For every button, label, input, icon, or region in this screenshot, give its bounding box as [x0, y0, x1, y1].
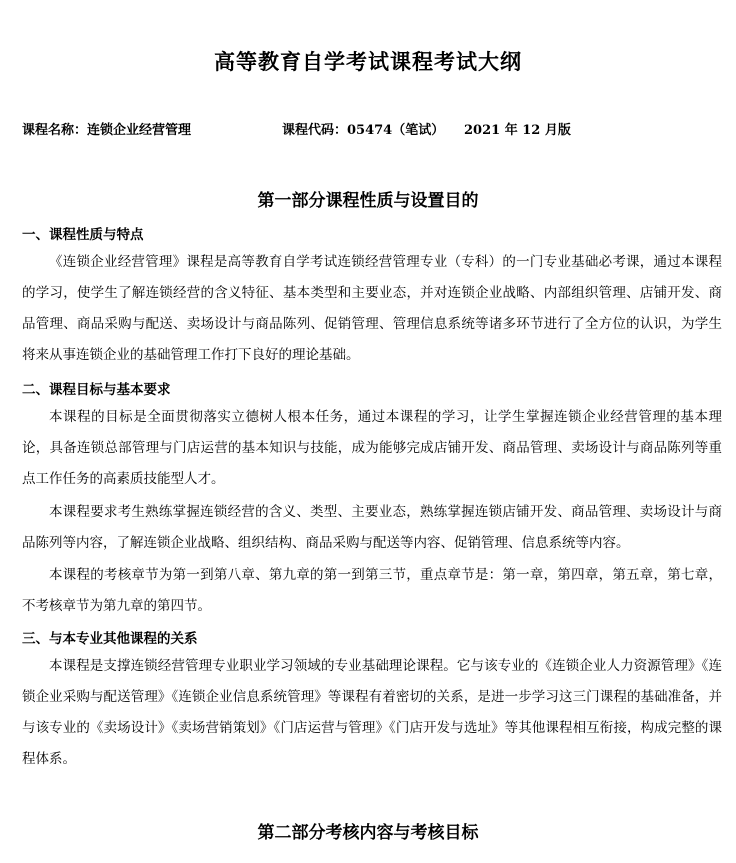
section-1-paragraph-1: 《连锁企业经营管理》课程是高等教育自学考试连锁经营管理专业（专科）的一门专业基础必考课，通过本课程的学习，使学生了解连锁经营的含义特征、基本类型和主要业态，并对连锁企业战略、内部组织管理、店铺开发、商品管理、商品采购与配送、卖场设计与商品陈列、促销管理、管理信息系统等诸多环节进行了全方位的认识，为学生将来从事连锁企业的基础管理工作打下良好的理论基础。: [22, 254, 722, 363]
part1-title: 第一部分课程性质与设置目的: [257, 191, 479, 211]
section-3-paragraph-1: 本课程是支撑连锁经营管理专业职业学习领域的专业基础理论课程。它与该专业的《连锁企业人力资源管理》《连锁企业采购与配送管理》《连锁企业信息系统管理》等课程有着密切的关系，是进一步学习这三门课程的基础准备，并与该专业的《卖场设计》《卖场营销策划》《门店运营与管理》《门店开发与选址》等其他课程相互衔接，构成完整的课程体系。: [22, 658, 722, 767]
syllabus-version: 2021 年 12 月版: [464, 123, 571, 138]
section-heading-2: 二、课程目标与基本要求: [22, 382, 171, 398]
part2-title: 第二部分考核内容与考核目标: [257, 823, 479, 843]
section-heading-3: 三、与本专业其他课程的关系: [22, 631, 198, 647]
course-name: 课程名称：连锁企业经营管理: [22, 123, 192, 138]
course-code: 课程代码：05474（笔试）: [282, 123, 445, 138]
section-heading-1: 一、课程性质与特点: [22, 227, 144, 243]
section-2-paragraph-3: 本课程的考核章节为第一到第八章、第九章的第一到第三节，重点章节是：第一章，第四章，第五章，第七章，不考核章节为第九章的第四节。: [22, 567, 722, 614]
section-2-paragraph-1: 本课程的目标是全面贯彻落实立德树人根本任务，通过本课程的学习，让学生掌握连锁企业经营管理的基本理论，具备连锁总部管理与门店运营的基本知识与技能，成为能够完成店铺开发、商品管理、卖场设计与商品陈列等重点工作任务的高素质技能型人才。: [22, 409, 722, 487]
section-2-paragraph-2: 本课程要求考生熟练掌握连锁经营的含义、类型、主要业态，熟练掌握连锁店铺开发、商品管理、卖场设计与商品陈列等内容，了解连锁企业战略、组织结构、商品采购与配送等内容、促销管理、信息系统等内容。: [22, 504, 722, 551]
document-title: 高等教育自学考试课程考试大纲: [214, 49, 522, 74]
